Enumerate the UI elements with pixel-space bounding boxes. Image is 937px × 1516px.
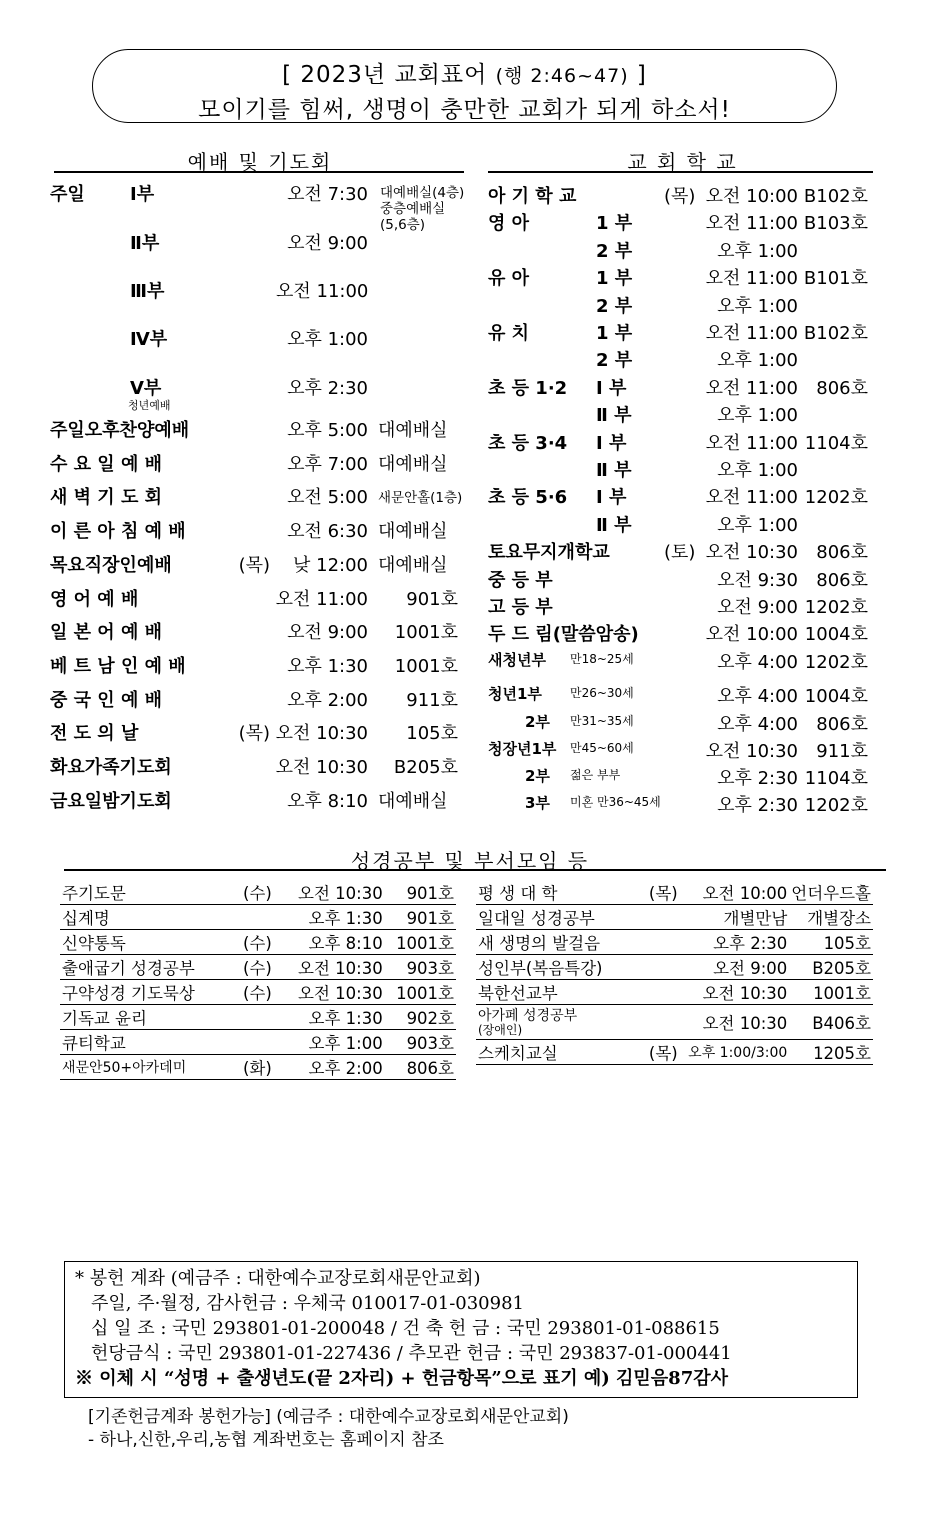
school-day: (토) xyxy=(664,542,696,564)
bible-name: 출애굽기 성경공부 xyxy=(60,955,234,980)
service-time: 낮 12:00 xyxy=(293,554,368,576)
school-time: 오전 11:00 xyxy=(705,213,798,235)
sunday-part: Ⅳ부 xyxy=(130,329,168,350)
school-time: 오전 11:00 xyxy=(705,377,798,399)
school-time: 오전 11:00 xyxy=(705,268,798,290)
sunday-time: 오전 11:00 xyxy=(276,281,369,302)
bible-day: (목) xyxy=(641,880,679,905)
school-time: 오전 10:00 xyxy=(705,624,798,646)
bible-rule xyxy=(64,869,886,871)
school-time: 오전 11:00 xyxy=(705,432,798,454)
school-part: 1 부 xyxy=(596,268,633,290)
sunday-part: Ⅱ부 xyxy=(130,233,160,254)
bible-name: 신약통독 xyxy=(60,930,234,955)
service-place: 1001호 xyxy=(394,622,458,644)
youth-age: 미혼 만36~45세 xyxy=(570,795,661,809)
bible-time: 개별만남 xyxy=(680,905,790,930)
bible-day xyxy=(641,980,679,1005)
youth-place: 1004호 xyxy=(804,686,868,707)
service-place: 대예배실 xyxy=(378,521,448,543)
sunday-part: Ⅰ부 xyxy=(130,184,155,205)
youth-name: 새청년부 xyxy=(488,651,546,669)
school-time: 오전 11:00 xyxy=(705,487,798,509)
school-part: 1 부 xyxy=(596,213,633,235)
offering-line-1: * 봉헌 계좌 (예금주 : 대한예수교장로회새문안교회) xyxy=(75,1268,481,1289)
offering-line-4: 헌당금식 : 국민 293801-01-227436 / 추모관 헌금 : 국민 293837-01-000441 xyxy=(91,1343,732,1364)
sunday-part: Ⅴ부 xyxy=(130,378,162,399)
service-time: 오전 11:00 xyxy=(275,588,368,610)
bible-name: 북한선교부 xyxy=(476,980,641,1005)
youth-age: 만18~25세 xyxy=(570,652,634,666)
school-place: 1202호 xyxy=(804,487,868,509)
service-name: 전 도 의 날 xyxy=(50,723,139,745)
school-part: Ⅰ 부 xyxy=(596,377,627,399)
note xyxy=(88,1406,569,1452)
youth-time: 오후 2:30 xyxy=(717,768,798,789)
offering-line-2: 주일, 주·월정, 감사헌금 : 우체국 010017-01-030981 xyxy=(91,1293,524,1314)
bible-time: 오전 10:30 xyxy=(274,880,385,905)
note-line-2: - 하나,신한,우리,농협 계좌번호는 홈페이지 참조 xyxy=(88,1430,444,1450)
youth-age: 만31~35세 xyxy=(570,714,634,728)
bible-place: 903호 xyxy=(385,1030,456,1055)
sunday-time: 오후 1:00 xyxy=(287,329,368,350)
school-place: 1004호 xyxy=(804,624,868,646)
school-place: 1104호 xyxy=(804,432,868,454)
bible-time: 오후 1:00/3:00 xyxy=(680,1040,790,1065)
service-time: 오전 10:30 xyxy=(275,723,368,745)
service-name: 일 본 어 예 배 xyxy=(50,622,163,644)
bible-day: (수) xyxy=(234,880,274,905)
bible-row xyxy=(476,905,873,930)
bible-name: 새 생명의 발걸음 xyxy=(476,930,641,955)
school-part: Ⅰ 부 xyxy=(596,487,627,509)
school-time: 오후 1:00 xyxy=(717,405,798,427)
service-time: 오후 5:00 xyxy=(287,420,368,441)
worship-title: 예배 및 기도회 xyxy=(187,150,333,174)
bible-name: 십계명 xyxy=(60,905,234,930)
youth-time: 오후 4:00 xyxy=(717,714,798,735)
school-part: Ⅱ 부 xyxy=(596,405,632,427)
sunday-time: 오후 2:30 xyxy=(287,378,368,399)
bible-name: 일대일 성경공부 xyxy=(476,905,641,930)
offering-line-3: 십 일 조 : 국민 293801-01-200048 / 건 축 헌 금 : 국민 293801-01-088615 xyxy=(91,1318,720,1339)
school-time: 오전 10:30 xyxy=(705,542,798,564)
youth-place: 1202호 xyxy=(804,652,868,673)
service-name: 중 국 인 예 배 xyxy=(50,689,163,711)
service-name: 새 벽 기 도 회 xyxy=(50,487,163,509)
youth-time: 오후 4:00 xyxy=(717,652,798,673)
bible-place: 1001호 xyxy=(385,930,456,955)
school-name: 초 등 3·4 xyxy=(488,432,568,454)
bible-place: 901호 xyxy=(385,880,456,905)
bible-day xyxy=(641,1005,679,1040)
service-place: 911호 xyxy=(406,689,458,711)
motto-banner xyxy=(92,49,837,123)
school-time: 오후 1:00 xyxy=(717,514,798,536)
bible-day xyxy=(234,1030,274,1055)
service-place: 대예배실 xyxy=(378,790,448,812)
bible-name: 아가페 성경공부 (장애인) xyxy=(476,1005,641,1040)
youth-place: 911호 xyxy=(816,741,868,762)
sunday-label: 주일 xyxy=(50,184,85,205)
school-place: 1202호 xyxy=(804,597,868,618)
bible-time: 오전 9:00 xyxy=(680,955,790,980)
youth-name: 2부 xyxy=(525,713,550,731)
school-rule xyxy=(488,171,873,173)
service-day: (목) xyxy=(238,723,270,745)
sunday-place: 중층예배실 xyxy=(380,201,446,217)
bible-place: 903호 xyxy=(385,955,456,980)
school-name: 초 등 5·6 xyxy=(488,487,568,509)
bible-time: 오후 8:10 xyxy=(274,930,385,955)
offering-line-5: ※ 이체 시 “성명 + 출생년도(끝 2자리) + 헌금항목”으로 표기 예) 김믿음87감사 xyxy=(75,1368,729,1389)
bible-day: (화) xyxy=(234,1055,274,1080)
school-time: 오후 1:00 xyxy=(717,460,798,481)
sunday-v-note: 청년예배 xyxy=(128,399,171,412)
school-place: 806호 xyxy=(816,377,868,399)
school-title: 교 회 학 교 xyxy=(627,150,738,174)
bible-day: (수) xyxy=(234,955,274,980)
bible-place: 806호 xyxy=(385,1055,456,1080)
worship-rule xyxy=(54,171,464,173)
school-part: 2 부 xyxy=(596,295,633,317)
school-place: B101호 xyxy=(803,268,868,290)
bible-place: 902호 xyxy=(385,1005,456,1030)
service-time: 오후 8:10 xyxy=(287,790,368,812)
school-place: B103호 xyxy=(803,213,868,235)
youth-name: 3부 xyxy=(525,794,550,812)
sunday-part: Ⅲ부 xyxy=(130,281,165,302)
bible-row xyxy=(60,1005,456,1030)
youth-age: 젊은 부부 xyxy=(570,768,621,782)
service-time: 오후 1:30 xyxy=(287,655,368,677)
sunday-time: 오전 7:30 xyxy=(287,184,368,205)
bible-place: 언더우드홀 xyxy=(789,880,873,905)
bible-name: 큐티학교 xyxy=(60,1030,234,1055)
bible-name: 스케치교실 xyxy=(476,1040,641,1065)
service-name: 수 요 일 예 배 xyxy=(50,453,163,475)
school-time: 오후 1:00 xyxy=(717,295,798,317)
service-place: 대예배실 xyxy=(378,554,448,576)
bible-time: 오후 1:30 xyxy=(274,905,385,930)
service-name: 영 어 예 배 xyxy=(50,588,139,610)
service-place: 대예배실 xyxy=(378,453,448,475)
bible-place: B205호 xyxy=(789,955,873,980)
service-time: 오후 2:00 xyxy=(287,689,368,711)
youth-time: 오전 10:30 xyxy=(705,741,798,762)
bible-day xyxy=(234,905,274,930)
bible-row xyxy=(60,955,456,980)
motto-text: 모이기를 힘써, 생명이 충만한 교회가 되게 하소서! xyxy=(198,97,731,123)
bible-row xyxy=(476,1005,873,1040)
bible-time: 오후 1:30 xyxy=(274,1005,385,1030)
school-name: 아 기 학 교 xyxy=(488,186,577,207)
bible-row xyxy=(476,955,873,980)
note-line-1: [기존헌금계좌 봉헌가능] (예금주 : 대한예수교장로회새문안교회) xyxy=(88,1407,569,1427)
bible-time: 오전 10:30 xyxy=(274,955,385,980)
motto-title: [ 2023년 교회표어 (행 2:46~47) ] xyxy=(282,62,647,88)
school-name: 초 등 1·2 xyxy=(488,377,568,399)
bible-place: 1001호 xyxy=(385,980,456,1005)
school-name: 두 드 림(말씀암송) xyxy=(488,624,639,646)
bible-row xyxy=(476,930,873,955)
school-place: 806호 xyxy=(816,542,868,564)
bible-name: 평 생 대 학 xyxy=(476,880,641,905)
bible-row xyxy=(476,980,873,1005)
service-name: 베 트 남 인 예 배 xyxy=(50,655,186,677)
bible-place: 105호 xyxy=(789,930,873,955)
bible-name: 새문안50+아카데미 xyxy=(60,1055,234,1080)
bible-place: 901호 xyxy=(385,905,456,930)
offering-box xyxy=(64,1261,858,1398)
bible-row xyxy=(60,1055,456,1080)
school-part: Ⅱ 부 xyxy=(596,460,632,481)
school-part: Ⅰ 부 xyxy=(596,432,627,454)
bible-table-right xyxy=(476,880,873,1065)
bible-day: (목) xyxy=(641,1040,679,1065)
bible-table-left xyxy=(60,880,456,1080)
school-part: 2 부 xyxy=(596,350,633,372)
service-name: 화요가족기도회 xyxy=(50,757,172,778)
school-time: 오전 11:00 xyxy=(705,323,798,344)
bible-row xyxy=(476,1040,873,1065)
bible-row xyxy=(60,905,456,930)
youth-place: 1202호 xyxy=(804,795,868,816)
bible-place: 1205호 xyxy=(789,1040,873,1065)
bible-day xyxy=(234,1005,274,1030)
bible-row xyxy=(60,980,456,1005)
school-name: 중 등 부 xyxy=(488,569,553,591)
service-name: 주일오후찬양예배 xyxy=(50,420,190,441)
youth-age: 만45~60세 xyxy=(570,741,634,755)
service-place: 1001호 xyxy=(394,655,458,677)
service-day: (목) xyxy=(238,554,270,576)
bible-title: 성경공부 및 부서모임 등 xyxy=(350,849,590,873)
bible-row xyxy=(476,880,873,905)
school-time: 오전 9:00 xyxy=(717,597,798,618)
bible-place: 1001호 xyxy=(789,980,873,1005)
school-part: 1 부 xyxy=(596,323,633,344)
youth-time: 오후 2:30 xyxy=(717,795,798,816)
school-name: 유 아 xyxy=(488,268,530,290)
bible-place: B406호 xyxy=(789,1005,873,1040)
school-place: 806호 xyxy=(816,569,868,591)
sunday-time: 오전 9:00 xyxy=(287,233,368,254)
school-name: 영 아 xyxy=(488,213,530,235)
bible-day: (수) xyxy=(234,980,274,1005)
school-name: 고 등 부 xyxy=(488,597,553,618)
youth-name: 2부 xyxy=(525,767,550,785)
school-time: 오전 10:00 xyxy=(705,186,798,207)
bible-row xyxy=(60,1030,456,1055)
sunday-place: (5,6층) xyxy=(380,217,426,233)
school-time: 오후 1:00 xyxy=(717,350,798,372)
bible-time: 오후 1:00 xyxy=(274,1030,385,1055)
bible-day: (수) xyxy=(234,930,274,955)
bible-name: 성인부(복음특강) xyxy=(476,955,641,980)
school-part: Ⅱ 부 xyxy=(596,514,632,536)
youth-name: 청장년1부 xyxy=(488,740,557,758)
school-day: (목) xyxy=(664,186,696,207)
school-time: 오전 9:30 xyxy=(717,569,798,591)
bible-row xyxy=(60,880,456,905)
bible-row xyxy=(60,930,456,955)
service-time: 오전 5:00 xyxy=(287,487,368,509)
service-name: 목요직장인예배 xyxy=(50,554,172,576)
school-place: B102호 xyxy=(803,186,868,207)
bible-day xyxy=(641,905,679,930)
youth-time: 오후 4:00 xyxy=(717,686,798,707)
bible-time: 오전 10:00 xyxy=(680,880,790,905)
bible-time: 오후 2:30 xyxy=(680,930,790,955)
youth-place: 806호 xyxy=(816,714,868,735)
service-time: 오후 7:00 xyxy=(287,453,368,475)
school-part: 2 부 xyxy=(596,240,633,262)
youth-name: 청년1부 xyxy=(488,685,542,703)
bible-time: 오전 10:30 xyxy=(274,980,385,1005)
service-name: 금요일밤기도회 xyxy=(50,790,172,812)
service-time: 오전 10:30 xyxy=(275,757,368,778)
school-name: 유 치 xyxy=(488,323,530,344)
bible-day xyxy=(641,955,679,980)
bible-day xyxy=(641,930,679,955)
school-place: B102호 xyxy=(803,323,868,344)
service-place: 새문안홀(1층) xyxy=(378,490,463,507)
bible-name: 구약성경 기도묵상 xyxy=(60,980,234,1005)
bible-place: 개별장소 xyxy=(789,905,873,930)
school-time: 오후 1:00 xyxy=(717,240,798,262)
service-name: 이 른 아 침 예 배 xyxy=(50,521,186,543)
service-place: 105호 xyxy=(406,723,458,745)
service-place: 대예배실 xyxy=(378,420,448,441)
school-name: 토요무지개학교 xyxy=(488,542,610,564)
bible-time: 오전 10:30 xyxy=(680,1005,790,1040)
bible-time: 오후 2:00 xyxy=(274,1055,385,1080)
bible-time: 오전 10:30 xyxy=(680,980,790,1005)
service-time: 오전 6:30 xyxy=(287,521,368,543)
service-time: 오전 9:00 xyxy=(287,622,368,644)
sunday-place: 대예배실(4층) xyxy=(380,185,465,201)
bible-name: 기독교 윤리 xyxy=(60,1005,234,1030)
youth-age: 만26~30세 xyxy=(570,686,634,700)
service-place: 901호 xyxy=(406,588,458,610)
service-place: B205호 xyxy=(393,757,458,778)
bible-name: 주기도문 xyxy=(60,880,234,905)
youth-place: 1104호 xyxy=(804,768,868,789)
